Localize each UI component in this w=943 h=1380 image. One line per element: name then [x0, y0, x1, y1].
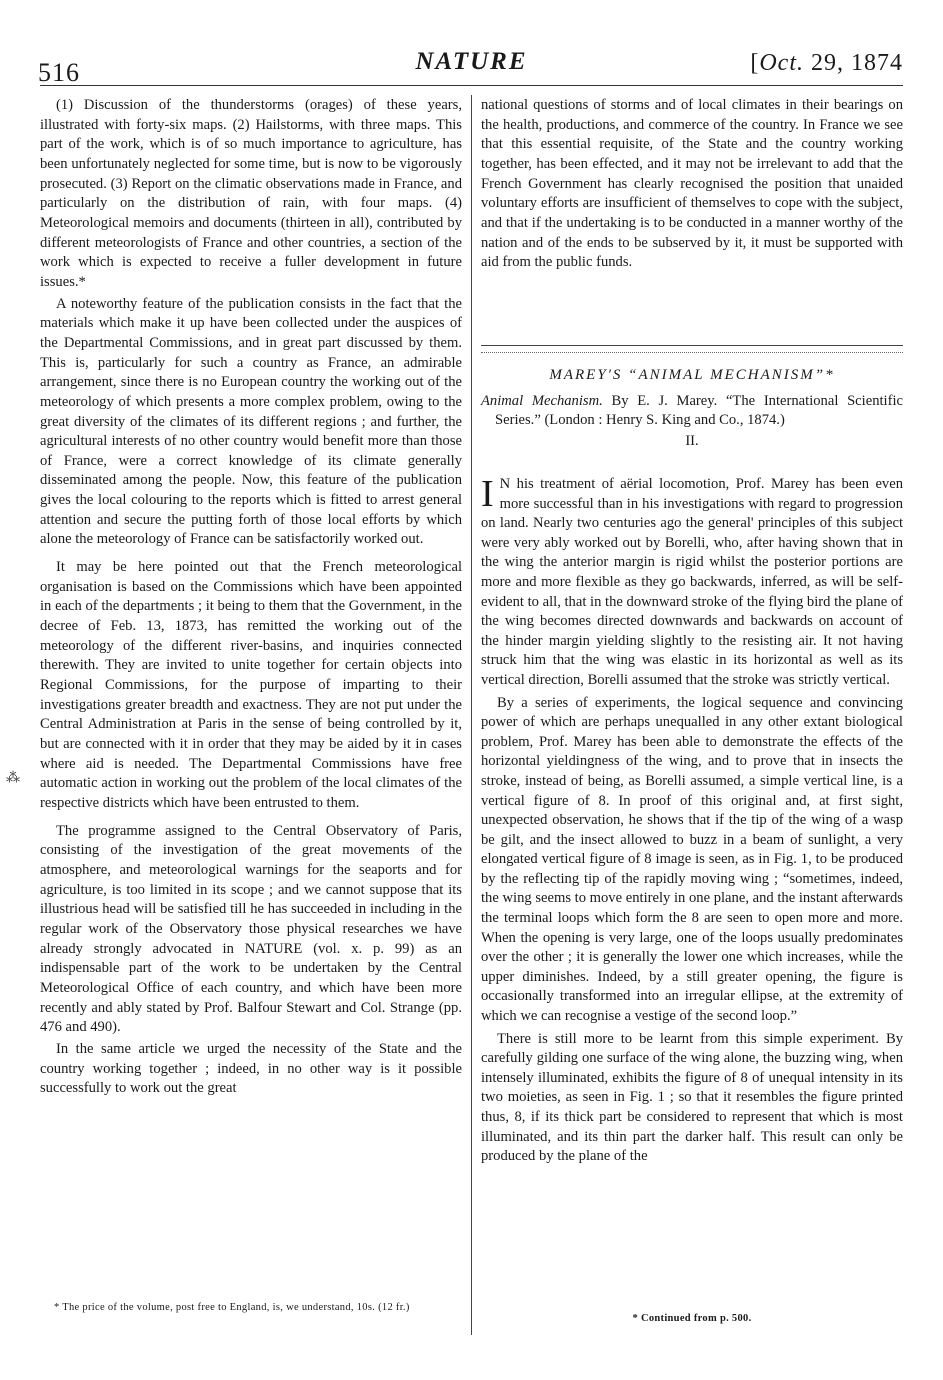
left-paragraph-4: The programme assigned to the Central Observatory of Paris, consisting of the investigation of the great movements of the atmosphere, and meteorological warnings for the seaports and for agriculture, is too limited in its scope ; and we cannot suppose that its illustrious head will be satisfied till he has succeeded in including in the regular work of the Observatory those physical researches we have already strongly advocated in NATURE (vol. x. p. 99) as an indispensable part of the work to be undertaken by the Central Meteorological Office of each country, and which have been more recently and ably stated by Prof. Balfour Stewart and Col. Strange (pp. 476 and 490). — [40, 822, 462, 1036]
left-footnote: * The price of the volume, post free to England, is, we understand, 10s. (12 fr.) — [54, 1302, 410, 1313]
left-paragraph-3: It may be here pointed out that the French meteorological organisation is based on the Commissions which have been appointed in each of the departments ; it being to them that the Government, in the decree of Feb. 13, 1873, has remitted the working out of the meteorology of the different river-basins, and inquiries connected therewith. They are invited to unite together for certain objects into Regional Commissions, for the purpose of imparting to their investigations greater breadth and exactness. They are not put under the Central Administration at Paris in the sense of being controlled by it, but are connected with it in order that they may be aided by it in cases where aid is needed. The Departmental Commissions have free automatic action in working out the problem of the local climates of the respective districts which have been entrusted to them. — [40, 559, 462, 811]
left-column — [40, 96, 462, 1099]
right-opening-paragraph: national questions of storms and of local climates in their bearings on the health, productions, and commerce of the country. In France we see that this essential requisite, of the State and the country working together, has been effected, and it may not be irrelevant to add that the French Government has clearly recognised the position that unaided voluntary efforts are insufficient of themselves to cope with the subject, and that if the undertaking is to be conducted in a manner worthy of the nation and of the ends to be subserved by it, it must be supported with aid from the public funds. — [481, 97, 903, 271]
review-heading: MAREY'S “ANIMAL MECHANISM”* — [549, 367, 835, 383]
review-part-number: II. — [685, 432, 699, 449]
margin-mark: ⁂ — [6, 771, 20, 786]
review-citation-details: By E. J. Marey. “The International Scientific Series.” (London : Henry S. King and Co., 1874.) — [495, 392, 903, 428]
review-citation — [481, 392, 903, 431]
journal-title: NATURE — [415, 48, 528, 75]
drop-cap: I — [481, 473, 494, 515]
right-footnote: * Continued from p. 500. — [632, 1313, 752, 1324]
column-divider — [471, 95, 472, 1335]
section-rule-bottom — [481, 352, 903, 353]
review-book-title: Animal Mechanism. — [481, 392, 603, 409]
review-body — [481, 475, 903, 1167]
left-paragraph-1: (1) Discussion of the thunderstorms (orages) of these years, illustrated with forty-six maps. (2) Hailstorms, with three maps. This part of the work, which is of so much importance to agriculture, has been unfortunately neglected for some time, but is now to be vigorously prosecuted. (3) Report on the climatic observations made in France, and particularly on the distribution of rain, with four maps. (4) Meteorological memoirs and documents (thirteen in all), contributed by different meteorologists of France and other countries, a section of the work which is expected to receive a fuller development in future issues.* — [40, 97, 462, 290]
review-paragraph-1-text: N his treatment of aërial locomotion, Prof. Marey has been even more successful than in his investigations with regard to progression on land. Nearly two centuries ago the general' principles of this subject were very ably worked out by Borelli, who, after having shown that in the wing the anterior margin is rigid whilst the posterior portions are more and more flexible as they go backwards, inferred, as will be self-evident to all, that in the downward stroke of the flying bird the plane of the wing becomes directed downwards and backwards on account of the hinder margin yielding slightly to the resisting air. It not having struck him that the wing was elastic in its horizontal as well as its vertical direction, Borelli assumed that the stroke was strictly vertical. — [481, 476, 903, 688]
left-paragraph-5: In the same article we urged the necessity of the State and the country working together ; indeed, in no other way is it possible successfully to work out the great — [40, 1040, 462, 1097]
issue-date-month: Oct. — [759, 50, 804, 76]
review-paragraph-3: There is still more to be learnt from this simple experiment. By carefully gilding one surface of the wing alone, the buzzing wing, when intensely illuminated, exhibits the figure of 8 of unequal intensity in its two moieties, as seen in Fig. 1 ; so that it resembles the figure printed thus, 8, if its thick part be considered to represent that which is most illuminated, and its thin part the darker half. This result can only be produced by the plane of the — [481, 1030, 903, 1165]
header-rule — [40, 85, 903, 86]
left-paragraph-2: A noteworthy feature of the publication consists in the fact that the materials which make it up have been collected under the auspices of the Departmental Commissions, and in great part discussed by them. This is, particularly for such a country as France, an admirable arrangement, since there is no European country the working out of the meteorology of which presents a more complex problem, owing to the great diversity of the climates of its different regions ; and further, the agricultural interests of no other country would benefit more than those of France, were a correct knowledge of its climate generally disseminated among the people. Now, this feature of the publication gives the local colouring to the reports which is fitted to arrest general attention and secure the putting forth of those local efforts by which alone the meteorology of France can be satisfactorily worked out. — [40, 295, 462, 548]
review-header — [481, 366, 903, 451]
page-number: 516 — [38, 58, 80, 87]
section-rule-top — [481, 345, 903, 346]
review-paragraph-2: By a series of experiments, the logical sequence and convincing power of which are perhaps unequalled in any other extant biological problem, Prof. Marey has been able to demonstrate the effects of the horizontal yieldingness of the wing, and to prove that in insects the stroke, instead of being, as Borelli assumed, a simple vertical line, is a vertical figure of 8. In proof of this original and, at first sight, unexpected observation, he shows that if the tip of the wing of a wasp be gilt, and the insect allowed to buzz in a beam of sunlight, a very elongated vertical figure of 8 image is seen, as in Fig. 1, to be produced by the reflecting tip of the rapidly moving wing ; “sometimes, indeed, the wing seems to move entirely in one plane, and the instant afterwards the terminal loops which form the 8 are seen to open more and more. When the opening is very large, one of the loops usually predominates over the other ; it is generally the lower one which increases, while the upper diminishes. Indeed, by a still greater opening, the figure is occasionally transformed into an irregular ellipse, at the extremity of which we can recognise a vestige of the second loop.” — [481, 694, 903, 1025]
issue-date — [750, 50, 903, 77]
review-paragraph-1 — [481, 475, 903, 691]
issue-date-bracket: [ — [750, 50, 760, 76]
right-column-opening — [481, 96, 903, 273]
issue-date-rest: 29, 1874 — [811, 50, 903, 76]
